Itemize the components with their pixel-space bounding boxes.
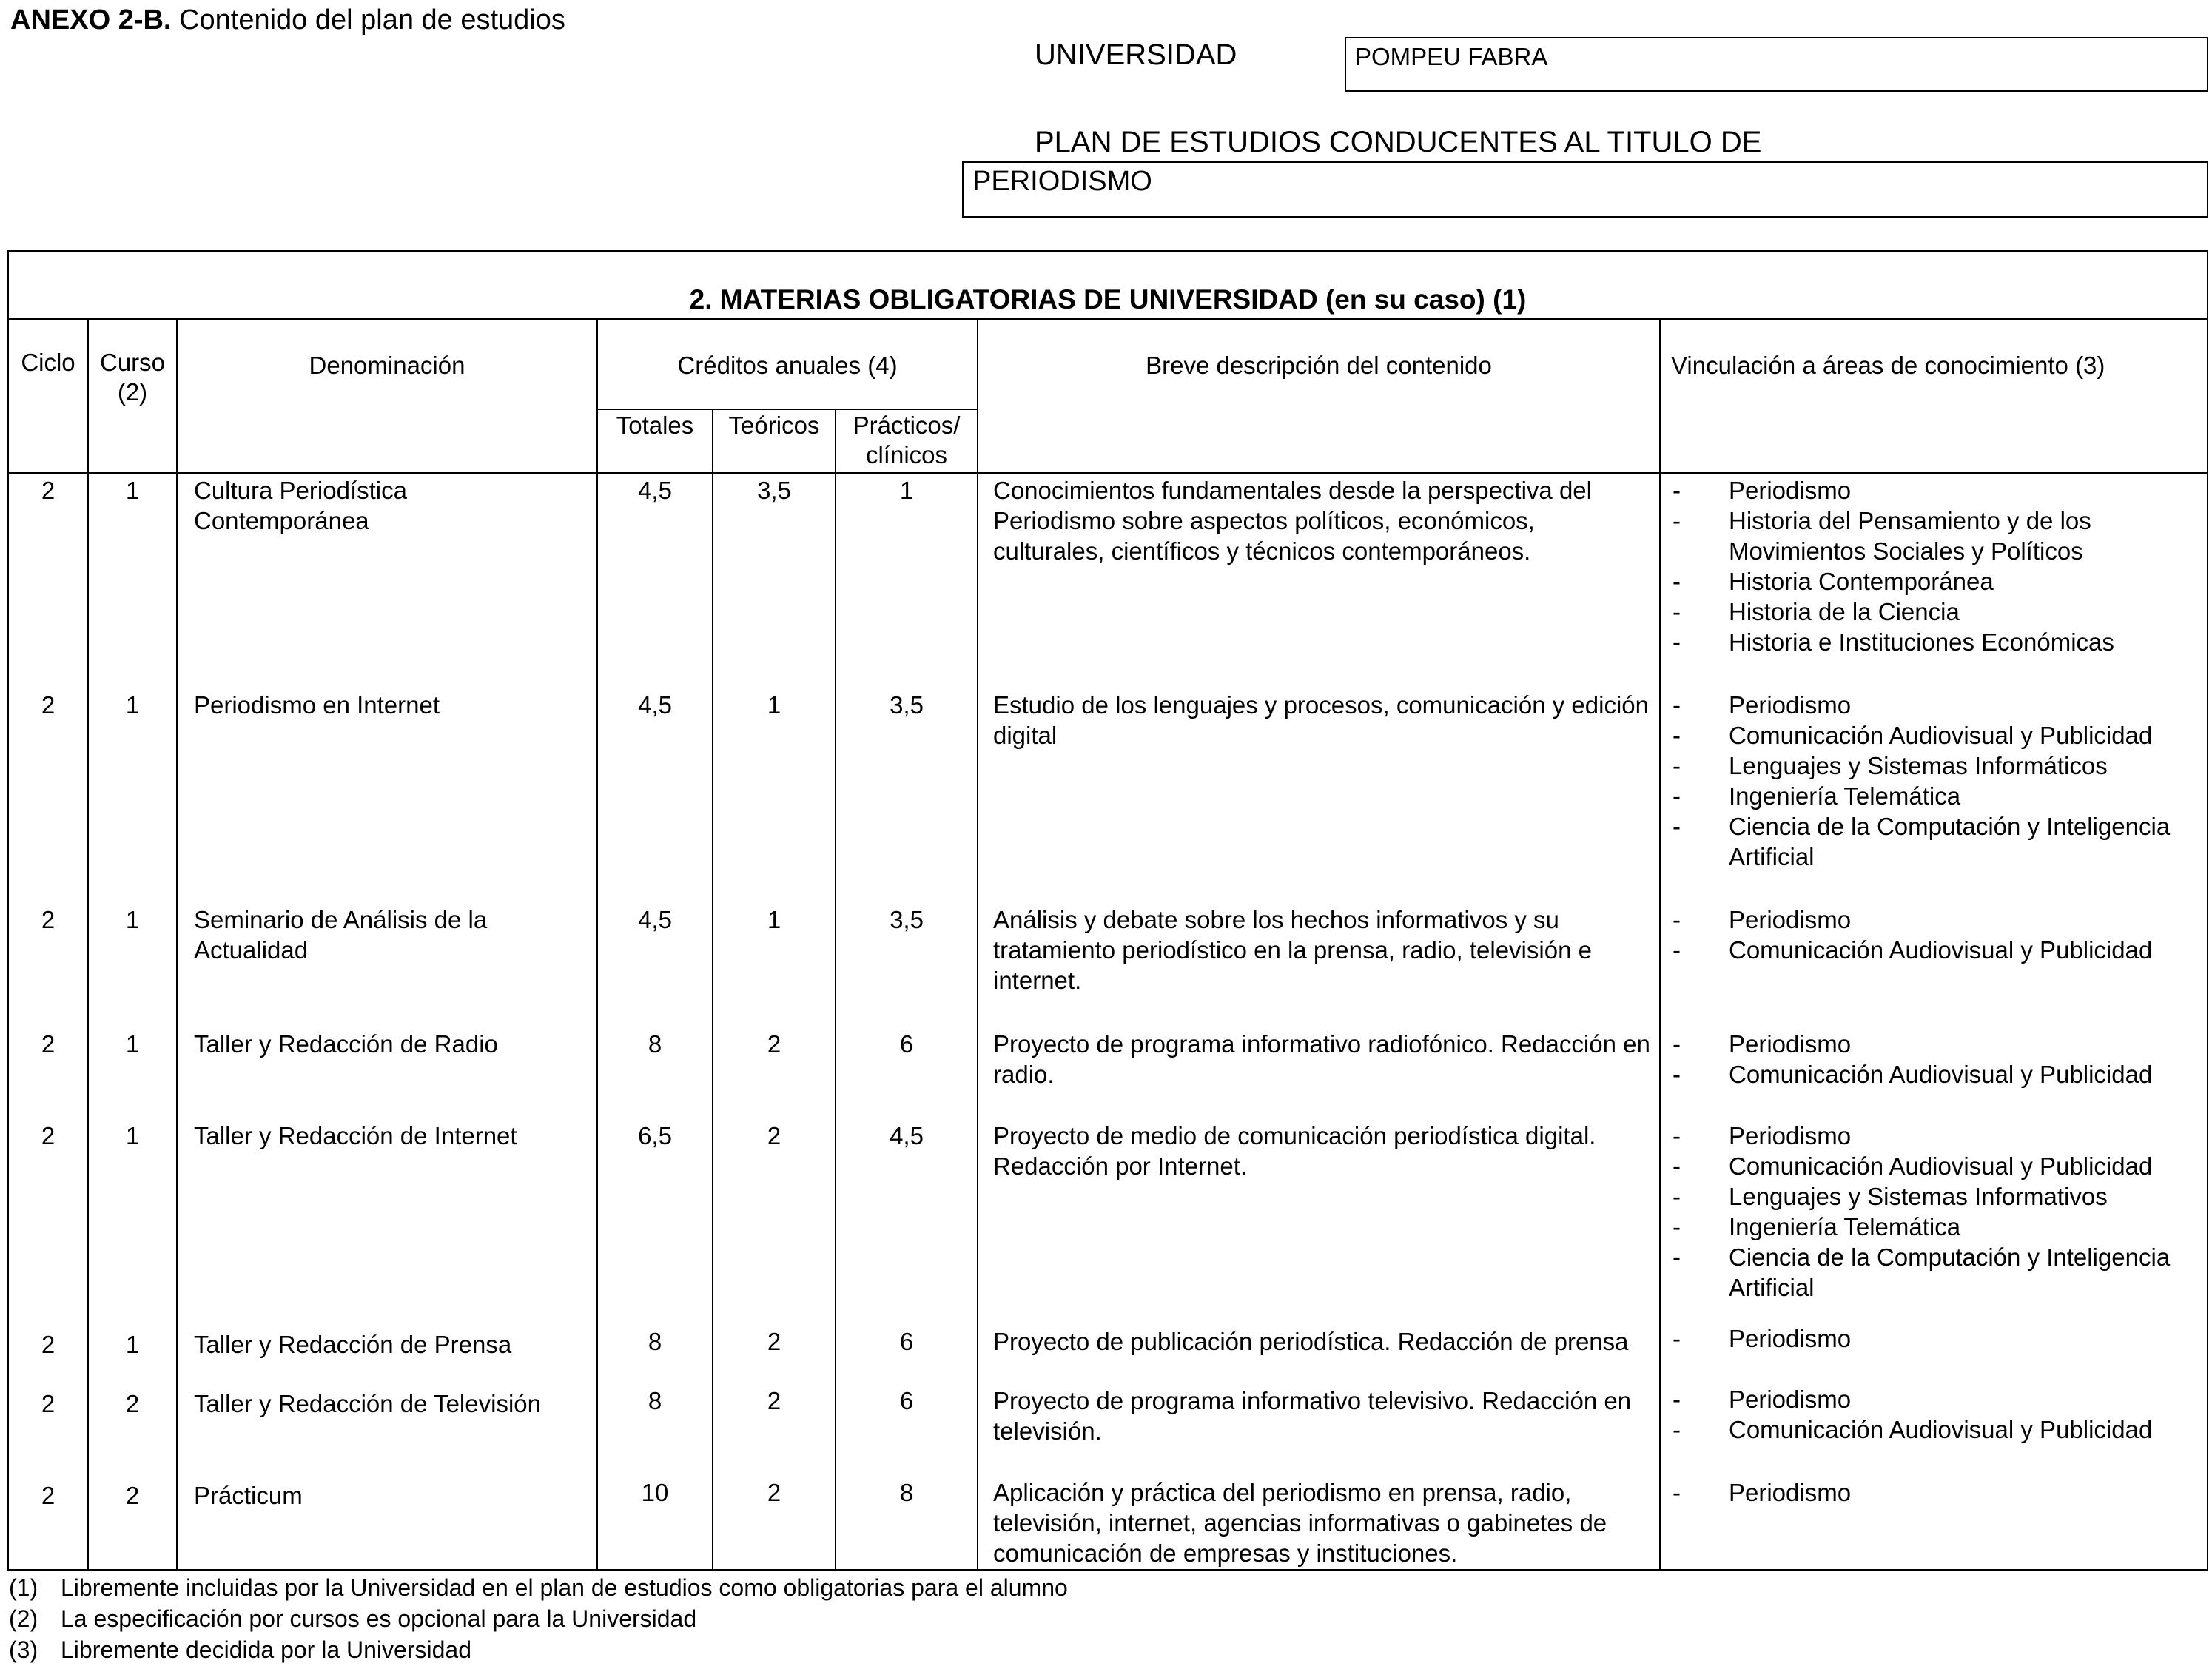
cell-curso: 1	[125, 691, 140, 719]
area-item: - Historia del Pensamiento y de los Movimientos Sociales y Políticos	[1662, 506, 2206, 566]
plan-label: PLAN DE ESTUDIOS CONDUCENTES AL TITULO DE	[1035, 126, 1762, 158]
col-header-ciclo: Ciclo	[21, 349, 75, 376]
col-header-denominacion: Denominación	[309, 352, 465, 379]
cell-practicos: 3,5	[890, 691, 924, 719]
area-item: - Historia de la Ciencia	[1662, 597, 2206, 627]
degree-field: PERIODISMO	[962, 161, 2208, 218]
area-item: - Periodismo	[1662, 1029, 2206, 1059]
col-divider	[1659, 318, 1661, 1571]
cell-totales: 10	[641, 1479, 669, 1506]
cell-practicos: 8	[899, 1479, 914, 1506]
cell-totales: 8	[648, 1328, 662, 1355]
cell-totales: 4,5	[638, 691, 672, 719]
col-header-totales: Totales	[616, 412, 694, 439]
footnote	[9, 1572, 1068, 1603]
cell-ciclo: 2	[41, 1331, 56, 1358]
cell-ciclo: 2	[41, 1390, 56, 1417]
cell-areas	[1662, 1477, 2206, 1508]
col-divider	[87, 318, 89, 1571]
cell-denominacion: Cultura Periodística Contemporánea	[194, 477, 407, 534]
col-header-creditos: Créditos anuales (4)	[677, 352, 898, 379]
footnote	[9, 1603, 1068, 1634]
cell-denominacion: Periodismo en Internet	[194, 691, 440, 719]
cell-descripcion: Conocimientos fundamentales desde la perspectiva del Periodismo sobre aspectos políticos, económicos, culturales, científicos y técnicos contemporáneos.	[993, 477, 1592, 565]
cell-practicos: 4,5	[890, 1122, 924, 1149]
cell-areas	[1662, 475, 2206, 657]
cell-practicos: 6	[899, 1387, 914, 1414]
cell-totales: 8	[648, 1030, 662, 1058]
cell-practicos: 6	[899, 1328, 914, 1355]
area-item: - Comunicación Audiovisual y Publicidad	[1662, 1414, 2206, 1445]
cell-ciclo: 2	[41, 906, 56, 933]
cell-areas	[1662, 1384, 2206, 1445]
area-item: - Comunicación Audiovisual y Publicidad	[1662, 1059, 2206, 1089]
col-header-vinculacion: Vinculación a áreas de conocimiento (3)	[1671, 352, 2105, 379]
cell-descripcion: Proyecto de publicación periodística. Redacción de prensa	[993, 1328, 1629, 1355]
area-item: - Comunicación Audiovisual y Publicidad	[1662, 720, 2206, 750]
cell-curso: 1	[125, 1030, 140, 1058]
area-item: - Periodismo	[1662, 475, 2206, 506]
cell-curso: 2	[125, 1482, 140, 1509]
cell-areas	[1662, 1323, 2206, 1354]
annex-title	[10, 4, 565, 36]
cell-ciclo: 2	[41, 1030, 56, 1058]
section-title: 2. MATERIAS OBLIGATORIAS DE UNIVERSIDAD (en su caso) (1)	[689, 284, 1527, 315]
cell-areas	[1662, 690, 2206, 872]
col-header-descripcion: Breve descripción del contenido	[1146, 352, 1492, 379]
body-divider	[7, 472, 2208, 474]
cell-denominacion: Taller y Redacción de Televisión	[194, 1390, 541, 1417]
cell-denominacion: Taller y Redacción de Internet	[194, 1122, 517, 1149]
area-item: - Periodismo	[1662, 690, 2206, 720]
col-header-curso: Curso (2)	[99, 349, 166, 406]
area-item: - Ciencia de la Computación y Inteligencia Artificial	[1662, 811, 2206, 872]
cell-curso: 1	[125, 477, 140, 504]
cell-curso: 1	[125, 906, 140, 933]
area-item: - Ingeniería Telemática	[1662, 1212, 2206, 1242]
area-item: - Ingeniería Telemática	[1662, 781, 2206, 811]
col-divider	[977, 318, 978, 1571]
footnote-text: La especificación por cursos es opcional para la Universidad	[61, 1605, 697, 1632]
cell-teoricos: 2	[767, 1328, 781, 1355]
cell-totales: 4,5	[638, 906, 672, 933]
cell-denominacion: Taller y Redacción de Prensa	[194, 1331, 512, 1358]
credits-subheader-divider	[596, 409, 977, 410]
cell-areas	[1662, 1029, 2206, 1089]
footnote-number: (1)	[9, 1574, 38, 1601]
cell-teoricos: 2	[767, 1122, 781, 1149]
area-item: - Periodismo	[1662, 1384, 2206, 1414]
area-item: - Periodismo	[1662, 1323, 2206, 1354]
cell-ciclo: 2	[41, 691, 56, 719]
area-item: - Historia Contemporánea	[1662, 566, 2206, 597]
cell-descripcion: Estudio de los lenguajes y procesos, comunicación y edición digital	[993, 691, 1650, 749]
area-item: - Lenguajes y Sistemas Informativos	[1662, 1181, 2206, 1212]
col-header-practicos: Prácticos/ clínicos	[853, 412, 961, 469]
header-divider	[7, 318, 2208, 320]
cell-teoricos: 2	[767, 1030, 781, 1058]
cell-areas	[1662, 904, 2206, 965]
cell-teoricos: 1	[767, 691, 781, 719]
col-divider	[176, 318, 178, 1571]
cell-denominacion: Taller y Redacción de Radio	[194, 1030, 498, 1058]
cell-ciclo: 2	[41, 477, 56, 504]
cell-teoricos: 3,5	[757, 477, 791, 504]
footnote-text: Libremente incluidas por la Universidad en el plan de estudios como obligatorias para el alumno	[61, 1574, 1068, 1601]
cell-curso: 2	[125, 1390, 140, 1417]
area-item: - Ciencia de la Computación y Inteligencia Artificial	[1662, 1242, 2206, 1303]
cell-totales: 4,5	[638, 477, 672, 504]
cell-totales: 6,5	[638, 1122, 672, 1149]
cell-ciclo: 2	[41, 1482, 56, 1509]
footnote-number: (3)	[9, 1636, 38, 1663]
cell-descripcion: Análisis y debate sobre los hechos informativos y su tratamiento periodístico en la prensa, radio, televisión e internet.	[993, 906, 1592, 994]
footnotes	[9, 1572, 1068, 1665]
cell-descripcion: Proyecto de programa informativo radiofónico. Redacción en radio.	[993, 1030, 1650, 1088]
cell-areas	[1662, 1121, 2206, 1303]
cell-teoricos: 1	[767, 906, 781, 933]
university-label: UNIVERSIDAD	[1035, 38, 1237, 71]
area-item: - Comunicación Audiovisual y Publicidad	[1662, 1151, 2206, 1181]
cell-denominacion: Seminario de Análisis de la Actualidad	[194, 906, 488, 964]
cell-descripcion: Aplicación y práctica del periodismo en prensa, radio, televisión, internet, agencias informativas o gabinetes de comunicación de empresas y instituciones.	[993, 1479, 1607, 1567]
cell-descripcion: Proyecto de medio de comunicación periodística digital. Redacción por Internet.	[993, 1122, 1596, 1180]
area-item: - Lenguajes y Sistemas Informáticos	[1662, 750, 2206, 781]
cell-ciclo: 2	[41, 1122, 56, 1149]
cell-teoricos: 2	[767, 1387, 781, 1414]
cell-totales: 8	[648, 1387, 662, 1414]
col-divider	[596, 318, 598, 1571]
cell-curso: 1	[125, 1122, 140, 1149]
cell-curso: 1	[125, 1331, 140, 1358]
footnote-text: Libremente decidida por la Universidad	[61, 1636, 471, 1663]
area-item: - Periodismo	[1662, 904, 2206, 935]
area-item: - Periodismo	[1662, 1477, 2206, 1508]
cell-denominacion: Prácticum	[194, 1482, 303, 1509]
footnote	[9, 1634, 1068, 1665]
annex-subtitle: Contenido del plan de estudios	[179, 4, 565, 36]
annex-label: ANEXO 2-B.	[10, 4, 172, 36]
area-item: - Periodismo	[1662, 1121, 2206, 1151]
cell-practicos: 6	[899, 1030, 914, 1058]
footnote-number: (2)	[9, 1605, 38, 1632]
cell-practicos: 1	[899, 477, 914, 504]
area-item: - Historia e Instituciones Económicas	[1662, 627, 2206, 657]
cell-teoricos: 2	[767, 1479, 781, 1506]
cell-descripcion: Proyecto de programa informativo televisivo. Redacción en televisión.	[993, 1387, 1632, 1445]
cell-practicos: 3,5	[890, 906, 924, 933]
area-item: - Comunicación Audiovisual y Publicidad	[1662, 935, 2206, 965]
col-header-teoricos: Teóricos	[728, 412, 820, 439]
university-field: POMPEU FABRA	[1345, 37, 2208, 92]
